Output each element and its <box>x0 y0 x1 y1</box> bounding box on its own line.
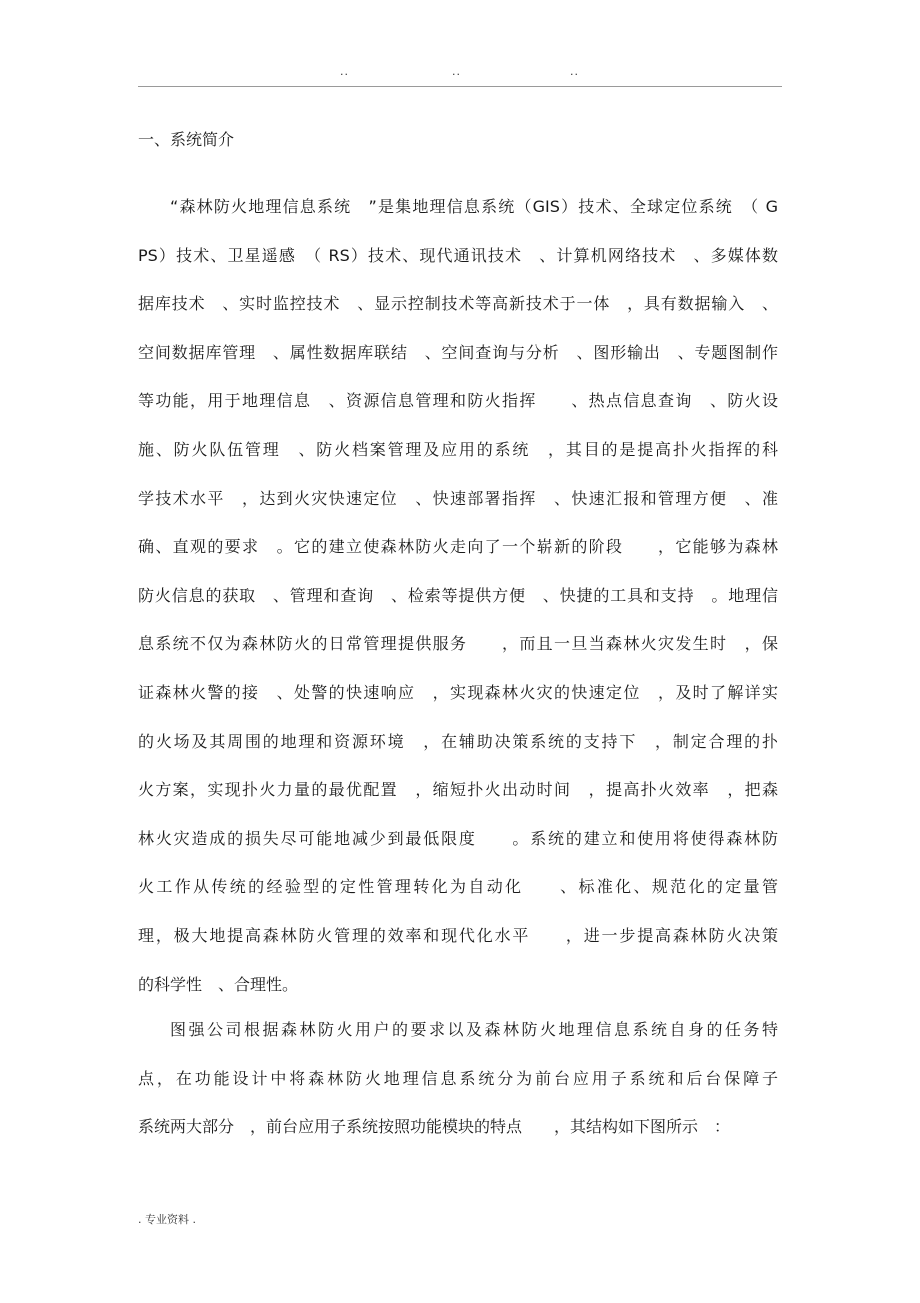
paragraph1-line: 火方案，实现扑火力量的最优配置 ，缩短扑火出动时间 ，提高扑火效率 ，把森 <box>138 780 778 800</box>
paragraph-intro <box>138 183 778 1009</box>
paragraph1-line: 施、防火队伍管理 、防火档案管理及应用的系统 ，其目的是提高扑火指挥的科 <box>138 439 778 459</box>
paragraph1-line: 确、直观的要求 。它的建立使森林防火走向了一个崭新的阶段 ，它能够为森林 <box>138 537 778 557</box>
paragraph1-line: 据库技术 、实时监控技术 、显示控制技术等高新技术于一体 ，具有数据输入 、 <box>138 294 778 314</box>
paragraph1-line: 空间数据库管理 、属性数据库联结 、空间查询与分析 、图形输出 、专题图制作 <box>138 342 778 362</box>
paragraph1-line: 林火灾造成的损失尽可能地减少到最低限度 。系统的建立和使用将使得森林防 <box>138 828 778 848</box>
header-dots-3: .. <box>570 65 579 78</box>
paragraph1-line: 理，极大地提高森林防火管理的效率和现代化水平 ，进一步提高森林防火决策 <box>138 925 778 945</box>
page-header <box>138 62 782 87</box>
header-dots-2: .. <box>452 65 461 78</box>
paragraph-structure <box>138 1006 778 1152</box>
paragraph2-line: 点，在功能设计中将森林防火地理信息系统分为前台应用子系统和后台保障子 <box>138 1068 778 1088</box>
header-dots-1: .. <box>340 65 349 78</box>
paragraph1-line: 的火场及其周围的地理和资源环境 ，在辅助决策系统的支持下 ，制定合理的扑 <box>138 731 778 751</box>
paragraph1-line: 证森林火警的接 、处警的快速响应 ，实现森林火灾的快速定位 ，及时了解详实 <box>138 682 778 702</box>
paragraph1-line: 火工作从传统的经验型的定性管理转化为自动化 、标准化、规范化的定量管 <box>138 877 778 897</box>
paragraph1-line: 等功能，用于地理信息 、资源信息管理和防火指挥 、热点信息查询 、防火设 <box>138 391 778 411</box>
section-title: 一、系统简介 <box>138 130 235 149</box>
paragraph2-line: 图强公司根据森林防火用户的要求以及森林防火地理信息系统自身的任务特 <box>170 1020 778 1039</box>
paragraph1-line: 息系统不仅为森林防火的日常管理提供服务 ，而且一旦当森林火灾发生时 ，保 <box>138 634 778 654</box>
paragraph1-line: “森林防火地理信息系统 ”是集地理信息系统（GIS）技术、全球定位系统 （ G <box>170 197 778 216</box>
page-footer: . 专业资料 . <box>138 1213 196 1226</box>
paragraph1-line: 的科学性 、合理性。 <box>138 974 299 994</box>
paragraph1-line: PS）技术、卫星遥感 （ RS）技术、现代通讯技术 、计算机网络技术 、多媒体数 <box>138 245 778 265</box>
paragraph1-line: 防火信息的获取 、管理和查询 、检索等提供方便 、快捷的工具和支持 。地理信 <box>138 585 778 605</box>
paragraph1-line: 学技术水平 ，达到火灾快速定位 、快速部署指挥 、快速汇报和管理方便 、准 <box>138 488 778 508</box>
paragraph2-line: 系统两大部分 ，前台应用子系统按照功能模块的特点 ，其结构如下图所示 ： <box>138 1117 731 1137</box>
